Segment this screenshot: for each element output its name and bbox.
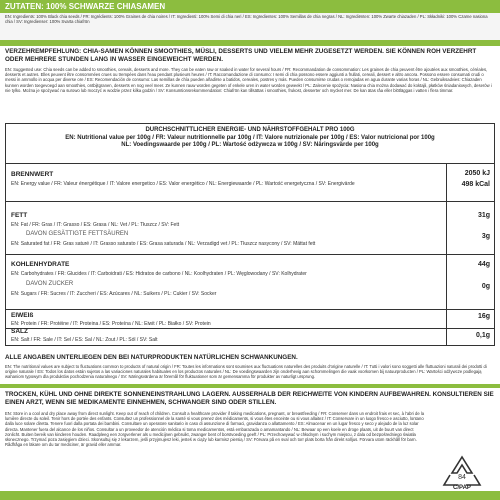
- sugar-label: DAVON ZUCKER: [26, 281, 74, 287]
- salt-label: SALZ: [11, 328, 28, 335]
- nutrition-row-protein: [6, 310, 494, 329]
- saturated-fat-label: DAVON GESÄTTIGTE FETTSÄUREN: [26, 231, 129, 237]
- carbohydrates-label: KOHLENHYDRATE: [11, 261, 70, 268]
- protein-translations: EN: Protein / FR: Protéine / IT: Proteina / ES: Proteína / NL: Eiwit / PL: Białko / SV: Protein: [11, 321, 211, 327]
- recycle-code: 84: [458, 474, 466, 481]
- storage-translations: EN: Store in a cool and dry place away from direct sunlight. Keep out of reach of children. Consult a healthcare provider if taking medications, pregnant, or breastfeeding / FR: Conserver dans un endroit frais et sec, à l'abri de la lumière directe du soleil. Tenir hors de portée des enfants. Consultez un professionnel de la santé si vous prenez des médicaments, si vous êtes enceinte ou si vous allaitez / IT: Conservare in un luogo fresco e asciutto, lontano dalla luce solare diretta. Tenere fuori dalla portata dei bambini. Consultare un operatore sanitario in caso di assunzione di farmaci, gravidanza o allattamento / ES: Almacenar en un lugar fresco y seco y alejado de la luz solar directa. Mantener fuera del alcance de los niños. Consultar a un proveedor de atención médica si toma medicamentos, está embarazada o amamantando / NL: Bewaar op een koele en droge plaats, uit de buurt van direct zonlicht. Buiten bereik van kinderen houden. Raadpleeg een zorgverlener als u medicijnen gebruikt, zwanger bent of borstvoeding geeft / PL: Przechowywać w chłodnym i suchym miejscu, z dala od bezpośredniego światła słonecznego. Trzymać poza zasięgiem dzieci. Skonsultuj się z lekarzem, jeśli przyjmujesz leki, jesteś w ciąży lub karmisz piersią / SV: Förvara på en sval och torr plats borta från direkt solljus. Förvara utom räckhåll för barn. Rådfråga en läkare om du tar mediciner, är gravid eller ammar.: [5, 411, 425, 448]
- salt-value: 0,1g: [475, 332, 490, 339]
- nutrition-heading: [6, 124, 494, 164]
- nutrition-row-salt: [6, 329, 494, 345]
- ingredients-title: ZUTATEN: 100% SCHWARZE CHIASAMEN: [5, 2, 166, 11]
- salt-translations: EN: Salt / FR: Sale / IT: Sel / ES: Sal / NL: Zout / PL: Sól / SV: Salt: [11, 337, 158, 343]
- saturated-fat-translations: EN: Saturated fat / FR: Gras saturé / IT: Grasso saturato / ES: Grasa saturada / NL: Verzadigd vet / PL: Tłuszcz nasycony / SV: Mättat fett: [11, 241, 316, 247]
- sugar-translations: EN: Sugars / FR: Sucres / IT: Zuccheri / ES: Azúcares / NL: Suikers / PL: Cukier / SV: Socker: [11, 291, 217, 297]
- protein-label: EIWEIß: [11, 312, 34, 319]
- recycle-material: C/PAP: [453, 485, 471, 491]
- energy-label: BRENNWERT: [11, 171, 54, 178]
- accent-divider-middle: [0, 384, 500, 388]
- nutrition-row-fat: [6, 202, 494, 255]
- nutrition-row-energy: [6, 164, 494, 202]
- natural-variation-heading: ALLE ANGABEN UNTERLIEGEN DEN BEI NATURPRODUKTEN NATÜRLICHEN SCHWANKUNGEN.: [5, 354, 298, 361]
- nutrition-heading-line-2: EN: Nutritional value per 100g / FR: Valeur nutritionnelle par 100g / IT: Valore nutrizionale per 100g / ES: Valor nutricional por 100g: [65, 134, 435, 141]
- accent-divider-top: [0, 40, 500, 46]
- carbohydrates-value: 44g: [477, 261, 490, 268]
- nutrition-heading-line-3: NL: Voedingswaarde per 100g / PL: Wartość odżywcza w 100g / SV: Näringsvärde per 100g: [121, 142, 379, 148]
- nutrition-row-carbohydrates: [6, 255, 494, 310]
- fat-value: 31g: [477, 212, 490, 219]
- storage-heading: TROCKEN, KÜHL UND OHNE DIREKTE SONNENEINSTRAHLUNG LAGERN. AUSSERHALB DER REICHWEITE VON KINDERN AUFBEWAHREN. KONSULTIEREN SIE EINEN ARZT, WENN SIE MEDIKAMENTE EINNEHMEN, SCHWANGER SIND ODER STILLEN.: [5, 391, 494, 406]
- fat-translations: EN: Fat / FR: Gras / IT: Grasso / ES: Grasa / NL: Vet / PL: Tłuszcz / SV: Fett: [11, 222, 180, 228]
- energy-kj-value: 2050 kJ: [464, 170, 490, 177]
- protein-value: 16g: [477, 313, 490, 320]
- sugar-value: 0g: [481, 283, 490, 290]
- usage-heading: VERZEHREMPFEHLUNG: CHIA-SAMEN KÖNNEN SMOOTHIES, MÜSLI, DESSERTS UND VIELEM MEHR ZUGESETZT WERDEN. SIE KÖNNEN ROH VERZEHRT ODER MEHRERE STUNDEN LANG IN WASSER EINGEWEICHT WERDEN.: [5, 48, 477, 63]
- accent-bottom-bar: [0, 491, 500, 500]
- ingredients-title-bar: [0, 0, 500, 13]
- ingredients-translations: EN: Ingredients: 100% Black chia seeds / FR: Ingrédients: 100% Graines de chia noires / IT: Ingredienti: 100% Semi di chia neri / ES: Ingredientes: 100% Semillas de chia negras / NL: Ingrediënten: 100% Zwarte chiazaden / PL: Składniki: 100% Czarne nasiona chia / SV: Ingredienser: 100% Svarta chiafrön: [0, 13, 500, 40]
- energy-translations: EN: Energy value / FR: Valeur énergétique / IT: Valore energetico / ES: Valor energético / NL: Energiewaarde / PL: Wartość energetyczna / SV: Energivärde: [11, 181, 355, 187]
- nutrition-heading-de: DURCHSCHNITTLICHER ENERGIE- UND NÄHRSTOFFGEHALT PRO 100G: [145, 127, 355, 133]
- nutrition-table: [5, 123, 495, 346]
- natural-variation-translations: EN: The nutritional values are subject to fluctuations common to products of natural origin / FR: Toutes les informations sont soumises aux fluctuations naturelles des produits d'origine naturelle / IT: Tutti i valori sono soggetti alle fluttuazioni naturali dei prodotti di origine naturale / ES: Todos los datos están sujetos a las variaciones naturales habituales en los productos naturales / NL: De voedingswaarden zijn onderhevig aan schommelingen die vaak voorkomen bij natuurproducten / PL: Wartości odżywcze podlegają wahaniom typowym dla produktów pochodzenia naturalnego / SV: Näringsvärdena är föremål för fluktuationer som är gemensamma för produkter av naturligt ursprung.: [5, 364, 487, 380]
- saturated-fat-value: 3g: [481, 233, 490, 240]
- energy-kcal-value: 498 kCal: [461, 181, 490, 188]
- usage-translations: EN: Suggested use: Chia seeds can be added to smoothies, cereals, desserts and more. They can be eaten raw or soaked in water for several hours / FR: Recommandation de consommation: Les graines de chia peuvent être ajoutées aux smoothies, céréales, desserts et autres. Elles peuvent être consommées crues ou trempées dans l'eau pendant plusieurs heures / IT: Raccomandazione di consumo: I semi di chia possono essere aggiunti a frullati, cereali, dessert e altro ancora. Possono essere consumati crudi o messi in ammollo in acqua per diverse ore / ES: Recomendación de consumo: Las semillas de chía pueden añadirse a batidos, cereales, postres y más. Pueden consumirse crudas o remojadas en agua durante varias horas / NL: Gebruiksadvies: Chiazaden kunnen worden toegevoegd aan smoothies, ontbijtgranen, desserts en nog veel meer. Ze kunnen rauw worden gegeten of enkele uren in water worden geweekt / PL: Zalecenie spożycia: Nasiona chia można dodawać do koktajli, płatków śniadaniowych, deserów i nie tylko. Można je spożywać na surowo lub moczyć w wodzie przez kilka godzin / SV: Konsumtionsrekommendation: Chiafrön kan tillsättas i smoothies, frukost, desserter och mycket mer. De kan ätas råa eller blötläggas i vatten i flera timmar.: [5, 67, 492, 93]
- fat-label: FETT: [11, 212, 28, 219]
- recycling-symbol: [440, 455, 484, 491]
- carbohydrates-translations: EN: Carbohydrates / FR: Glucides / IT: Carboidrati / ES: Hidratos de carbono / NL: Koolhydraten / PL: Węglowodany / SV: Kolhydrater: [11, 271, 307, 277]
